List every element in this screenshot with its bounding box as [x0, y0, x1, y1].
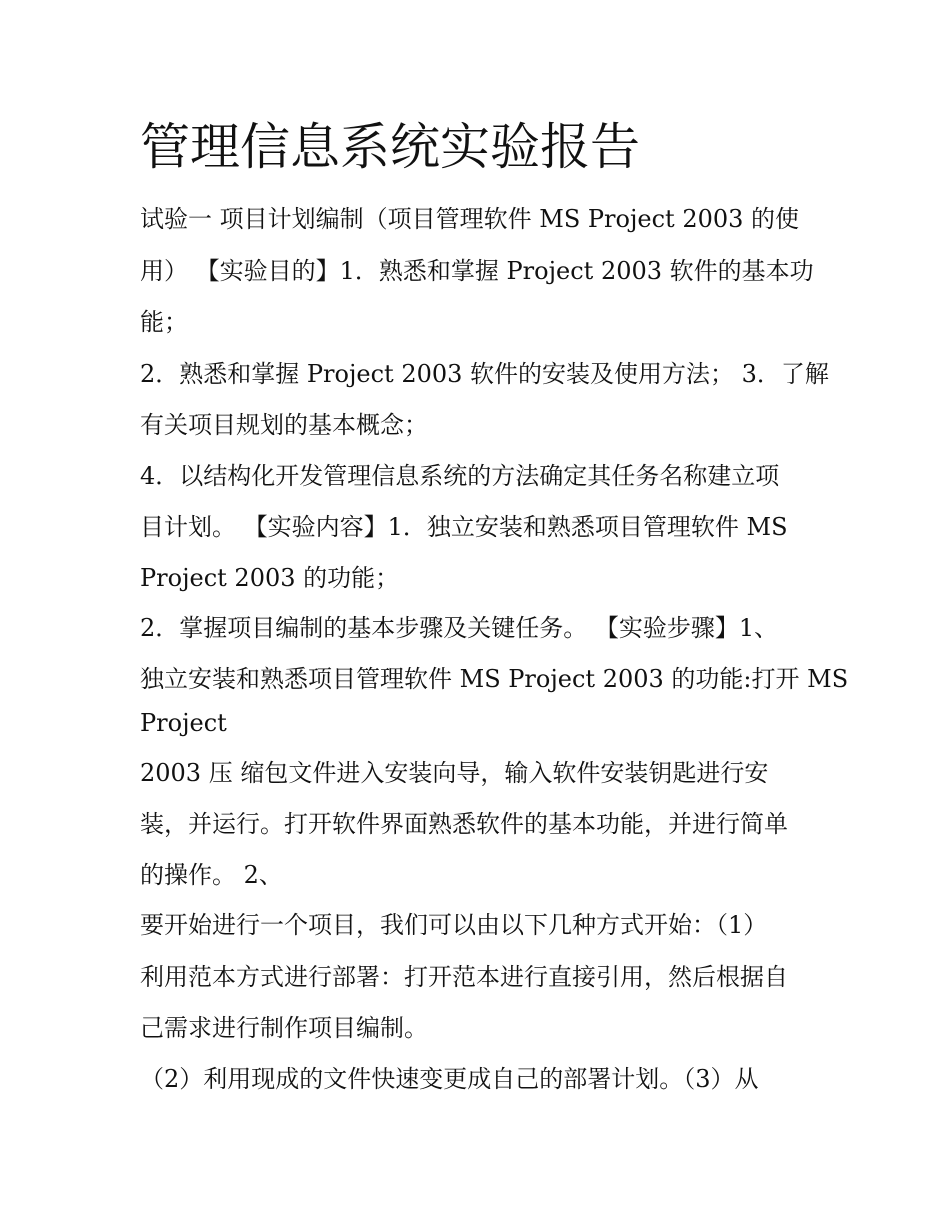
body-line: 2．熟悉和掌握 Project 2003 软件的安装及使用方法； 3．了解 [140, 360, 829, 388]
body-line: 目计划。 【实验内容】1．独立安装和熟悉项目管理软件 MS [140, 513, 788, 541]
body-line: 能； [140, 308, 188, 336]
body-line: 利用范本方式进行部署：打开范本进行直接引用，然后根据自 [140, 963, 788, 991]
report-title: 管理信息系统实验报告 [140, 118, 640, 176]
body-line: （2）利用现成的文件快速变更成自己的部署计划。（3）从 [140, 1065, 759, 1093]
body-line: 用） 【实验目的】1．熟悉和掌握 Project 2003 软件的基本功 [140, 257, 814, 285]
body-line: 2003 压 缩包文件进入安装向导，输入软件安装钥匙进行安 [140, 759, 769, 787]
body-line: 有关项目规划的基本概念； [140, 411, 428, 439]
body-line: 独立安装和熟悉项目管理软件 MS Project 2003 的功能:打开 MS [140, 665, 849, 693]
body-line: 2．掌握项目编制的基本步骤及关键任务。 【实验步骤】1、 [140, 614, 779, 642]
body-line: Project [140, 709, 227, 737]
body-line: 要开始进行一个项目，我们可以由以下几种方式开始：（1） [140, 911, 768, 939]
body-line: 的操作。 2、 [140, 861, 283, 889]
body-line: Project 2003 的功能； [140, 564, 400, 592]
body-line: 己需求进行制作项目编制。 [140, 1014, 428, 1042]
body-line: 试验一 项目计划编制（项目管理软件 MS Project 2003 的使 [140, 205, 800, 233]
body-line: 装，并运行。打开软件界面熟悉软件的基本功能，并进行简单 [140, 810, 788, 838]
body-line: 4．以结构化开发管理信息系统的方法确定其任务名称建立项 [140, 462, 780, 490]
